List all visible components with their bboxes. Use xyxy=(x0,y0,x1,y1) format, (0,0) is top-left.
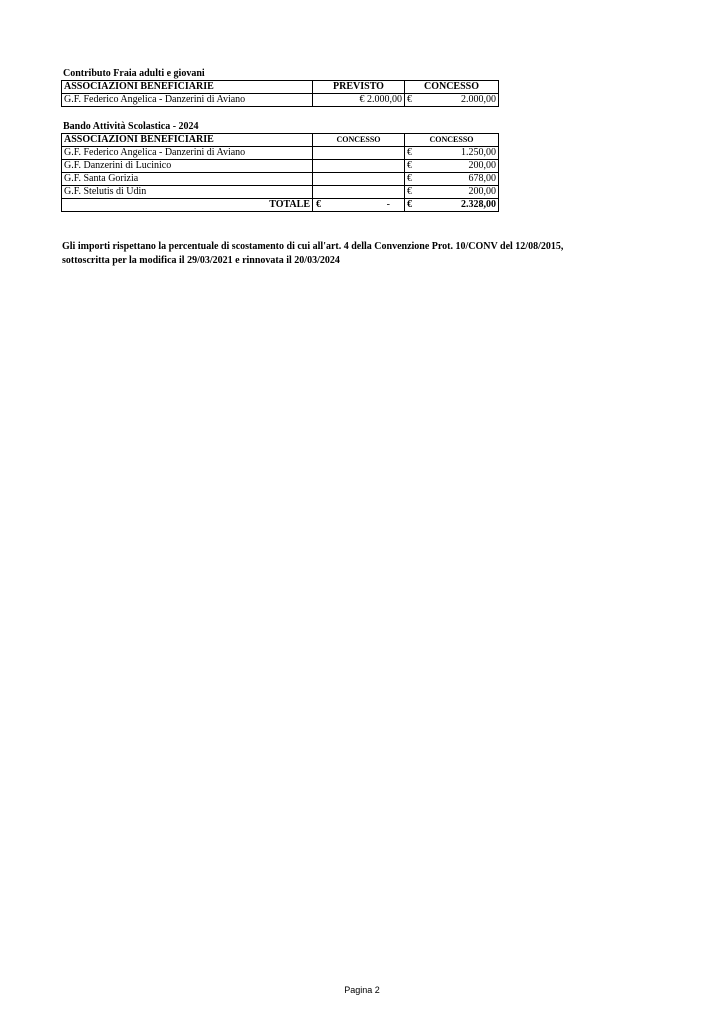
note-line-1: Gli importi rispettano la percentuale di scostamento di cui all'art. 4 della Convenzione Prot. 10/CONV del 12/08/2015, xyxy=(62,241,564,252)
row-value: 678,00 xyxy=(419,173,499,186)
row-currency: € xyxy=(405,186,419,199)
total-row xyxy=(62,199,499,212)
total-col1-value: - xyxy=(386,199,390,210)
convention-note xyxy=(62,240,622,268)
header-associazioni: ASSOCIAZIONI BENEFICIARIE xyxy=(62,81,313,94)
row-col1 xyxy=(313,173,405,186)
row-name: G.F. Federico Angelica - Danzerini di Aviano xyxy=(62,147,313,160)
table-contributo-fraia xyxy=(61,80,499,107)
table-header-row xyxy=(62,134,499,147)
table-row xyxy=(62,160,499,173)
total-currency: € xyxy=(405,199,419,212)
table-row xyxy=(62,147,499,160)
row-value: 200,00 xyxy=(419,160,499,173)
total-value: 2.328,00 xyxy=(419,199,499,212)
row-col1 xyxy=(313,160,405,173)
section-title-bando-attivita: Bando Attività Scolastica - 2024 xyxy=(63,121,199,132)
page-number: Pagina 2 xyxy=(344,985,380,995)
total-label: TOTALE xyxy=(62,199,313,212)
header-previsto: PREVISTO xyxy=(313,81,405,94)
table-row xyxy=(62,173,499,186)
row-currency: € xyxy=(405,160,419,173)
row-concesso: 2.000,00 xyxy=(419,94,499,107)
row-value: 200,00 xyxy=(419,186,499,199)
row-name: G.F. Santa Gorizia xyxy=(62,173,313,186)
table-header-row xyxy=(62,81,499,94)
table-row xyxy=(62,94,499,107)
header-concesso: CONCESSO xyxy=(405,81,499,94)
table-bando-attivita xyxy=(61,133,499,212)
row-name: G.F. Federico Angelica - Danzerini di Aviano xyxy=(62,94,313,107)
row-col1 xyxy=(313,186,405,199)
table-row xyxy=(62,186,499,199)
row-value: 1.250,00 xyxy=(419,147,499,160)
total-col1 xyxy=(313,199,405,212)
row-name: G.F. Stelutis di Udin xyxy=(62,186,313,199)
total-col1-currency: € xyxy=(316,199,321,210)
header-concesso-2: CONCESSO xyxy=(405,134,499,147)
row-name: G.F. Danzerini di Lucinico xyxy=(62,160,313,173)
header-associazioni: ASSOCIAZIONI BENEFICIARIE xyxy=(62,134,313,147)
section-title-contributo-fraia: Contributo Fraia adulti e giovani xyxy=(63,68,205,79)
row-currency: € xyxy=(405,147,419,160)
row-currency: € xyxy=(405,94,419,107)
row-currency: € xyxy=(405,173,419,186)
header-concesso-1: CONCESSO xyxy=(313,134,405,147)
note-line-2: sottoscritta per la modifica il 29/03/2021 e rinnovata il 20/03/2024 xyxy=(62,255,340,266)
row-previsto: € 2.000,00 xyxy=(313,94,405,107)
row-col1 xyxy=(313,147,405,160)
